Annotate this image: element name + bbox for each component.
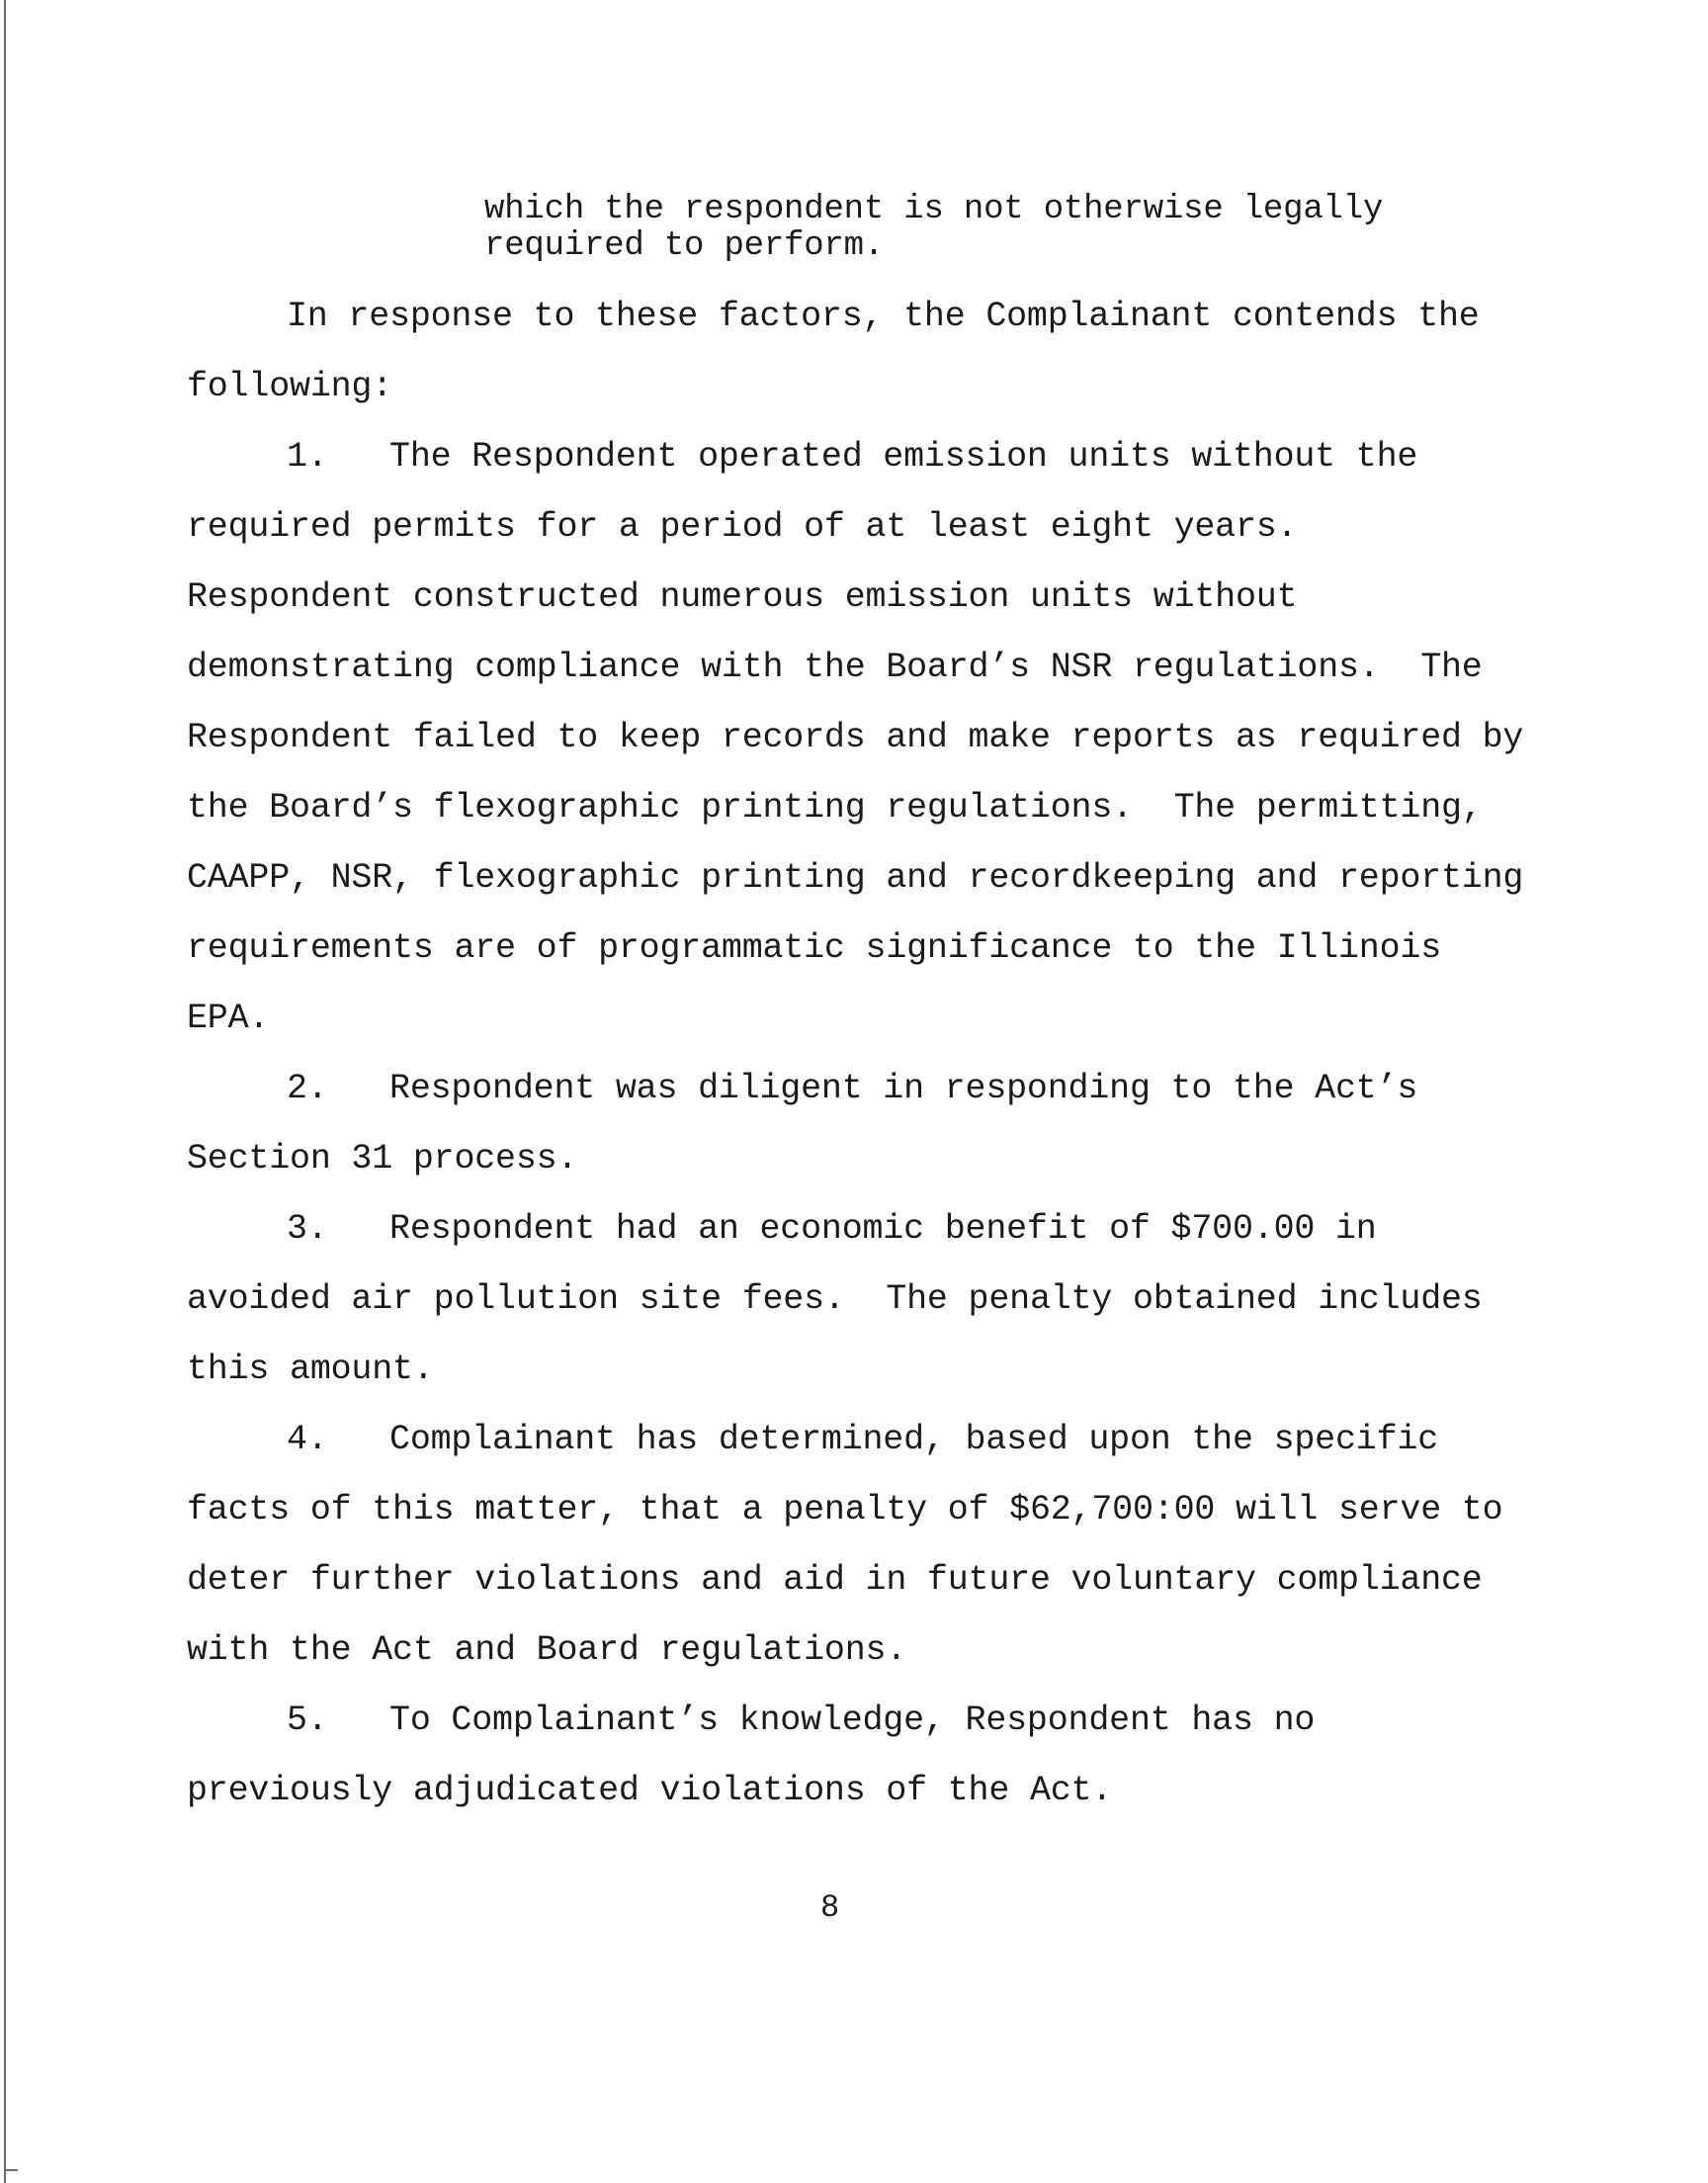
item-5-line: 5. To Complainant’s knowledge, Respondent has no: [287, 1701, 1316, 1740]
intro-line: following:: [187, 367, 393, 406]
item-1-line: CAAPP, NSR, flexographic printing and recordkeeping and reporting: [187, 858, 1524, 898]
item-3-line: avoided air pollution site fees. The penalty obtained includes: [187, 1279, 1483, 1319]
item-2-line: Section 31 process.: [187, 1139, 578, 1179]
item-4-line: deter further violations and aid in future voluntary compliance: [187, 1560, 1483, 1600]
item-2-line: 2. Respondent was diligent in responding to the Act’s: [287, 1069, 1418, 1108]
item-5-line: previously adjudicated violations of the Act.: [187, 1771, 1113, 1810]
quote-line: required to perform.: [484, 227, 885, 265]
item-4-line: with the Act and Board regulations.: [187, 1630, 907, 1670]
item-4-line: facts of this matter, that a penalty of $62,700:00 will serve to: [187, 1490, 1503, 1529]
item-4-line: 4. Complainant has determined, based upon the specific: [287, 1420, 1438, 1459]
item-1-line: required permits for a period of at least eight years.: [187, 507, 1298, 547]
quote-line: which the respondent is not otherwise legally: [484, 191, 1384, 228]
item-1-line: Respondent constructed numerous emission units without: [187, 577, 1298, 617]
item-3-line: 3. Respondent had an economic benefit of $700.00 in: [287, 1209, 1377, 1249]
item-1-line: the Board’s flexographic printing regulations. The permitting,: [187, 788, 1483, 828]
item-1-line: requirements are of programmatic significance to the Illinois: [187, 928, 1442, 968]
page-left-edge-foot: [4, 2169, 18, 2171]
page-number: 8: [820, 1889, 840, 1926]
item-1-line: demonstrating compliance with the Board’s NSR regulations. The: [187, 648, 1483, 687]
page-left-edge-line: [4, 0, 6, 2183]
item-3-line: this amount.: [187, 1350, 434, 1389]
item-1-line: Respondent failed to keep records and make reports as required by: [187, 718, 1524, 757]
item-1-line: 1. The Respondent operated emission units without the: [287, 437, 1418, 477]
intro-line: In response to these factors, the Complainant contends the: [287, 297, 1480, 336]
item-1-line: EPA.: [187, 999, 270, 1038]
